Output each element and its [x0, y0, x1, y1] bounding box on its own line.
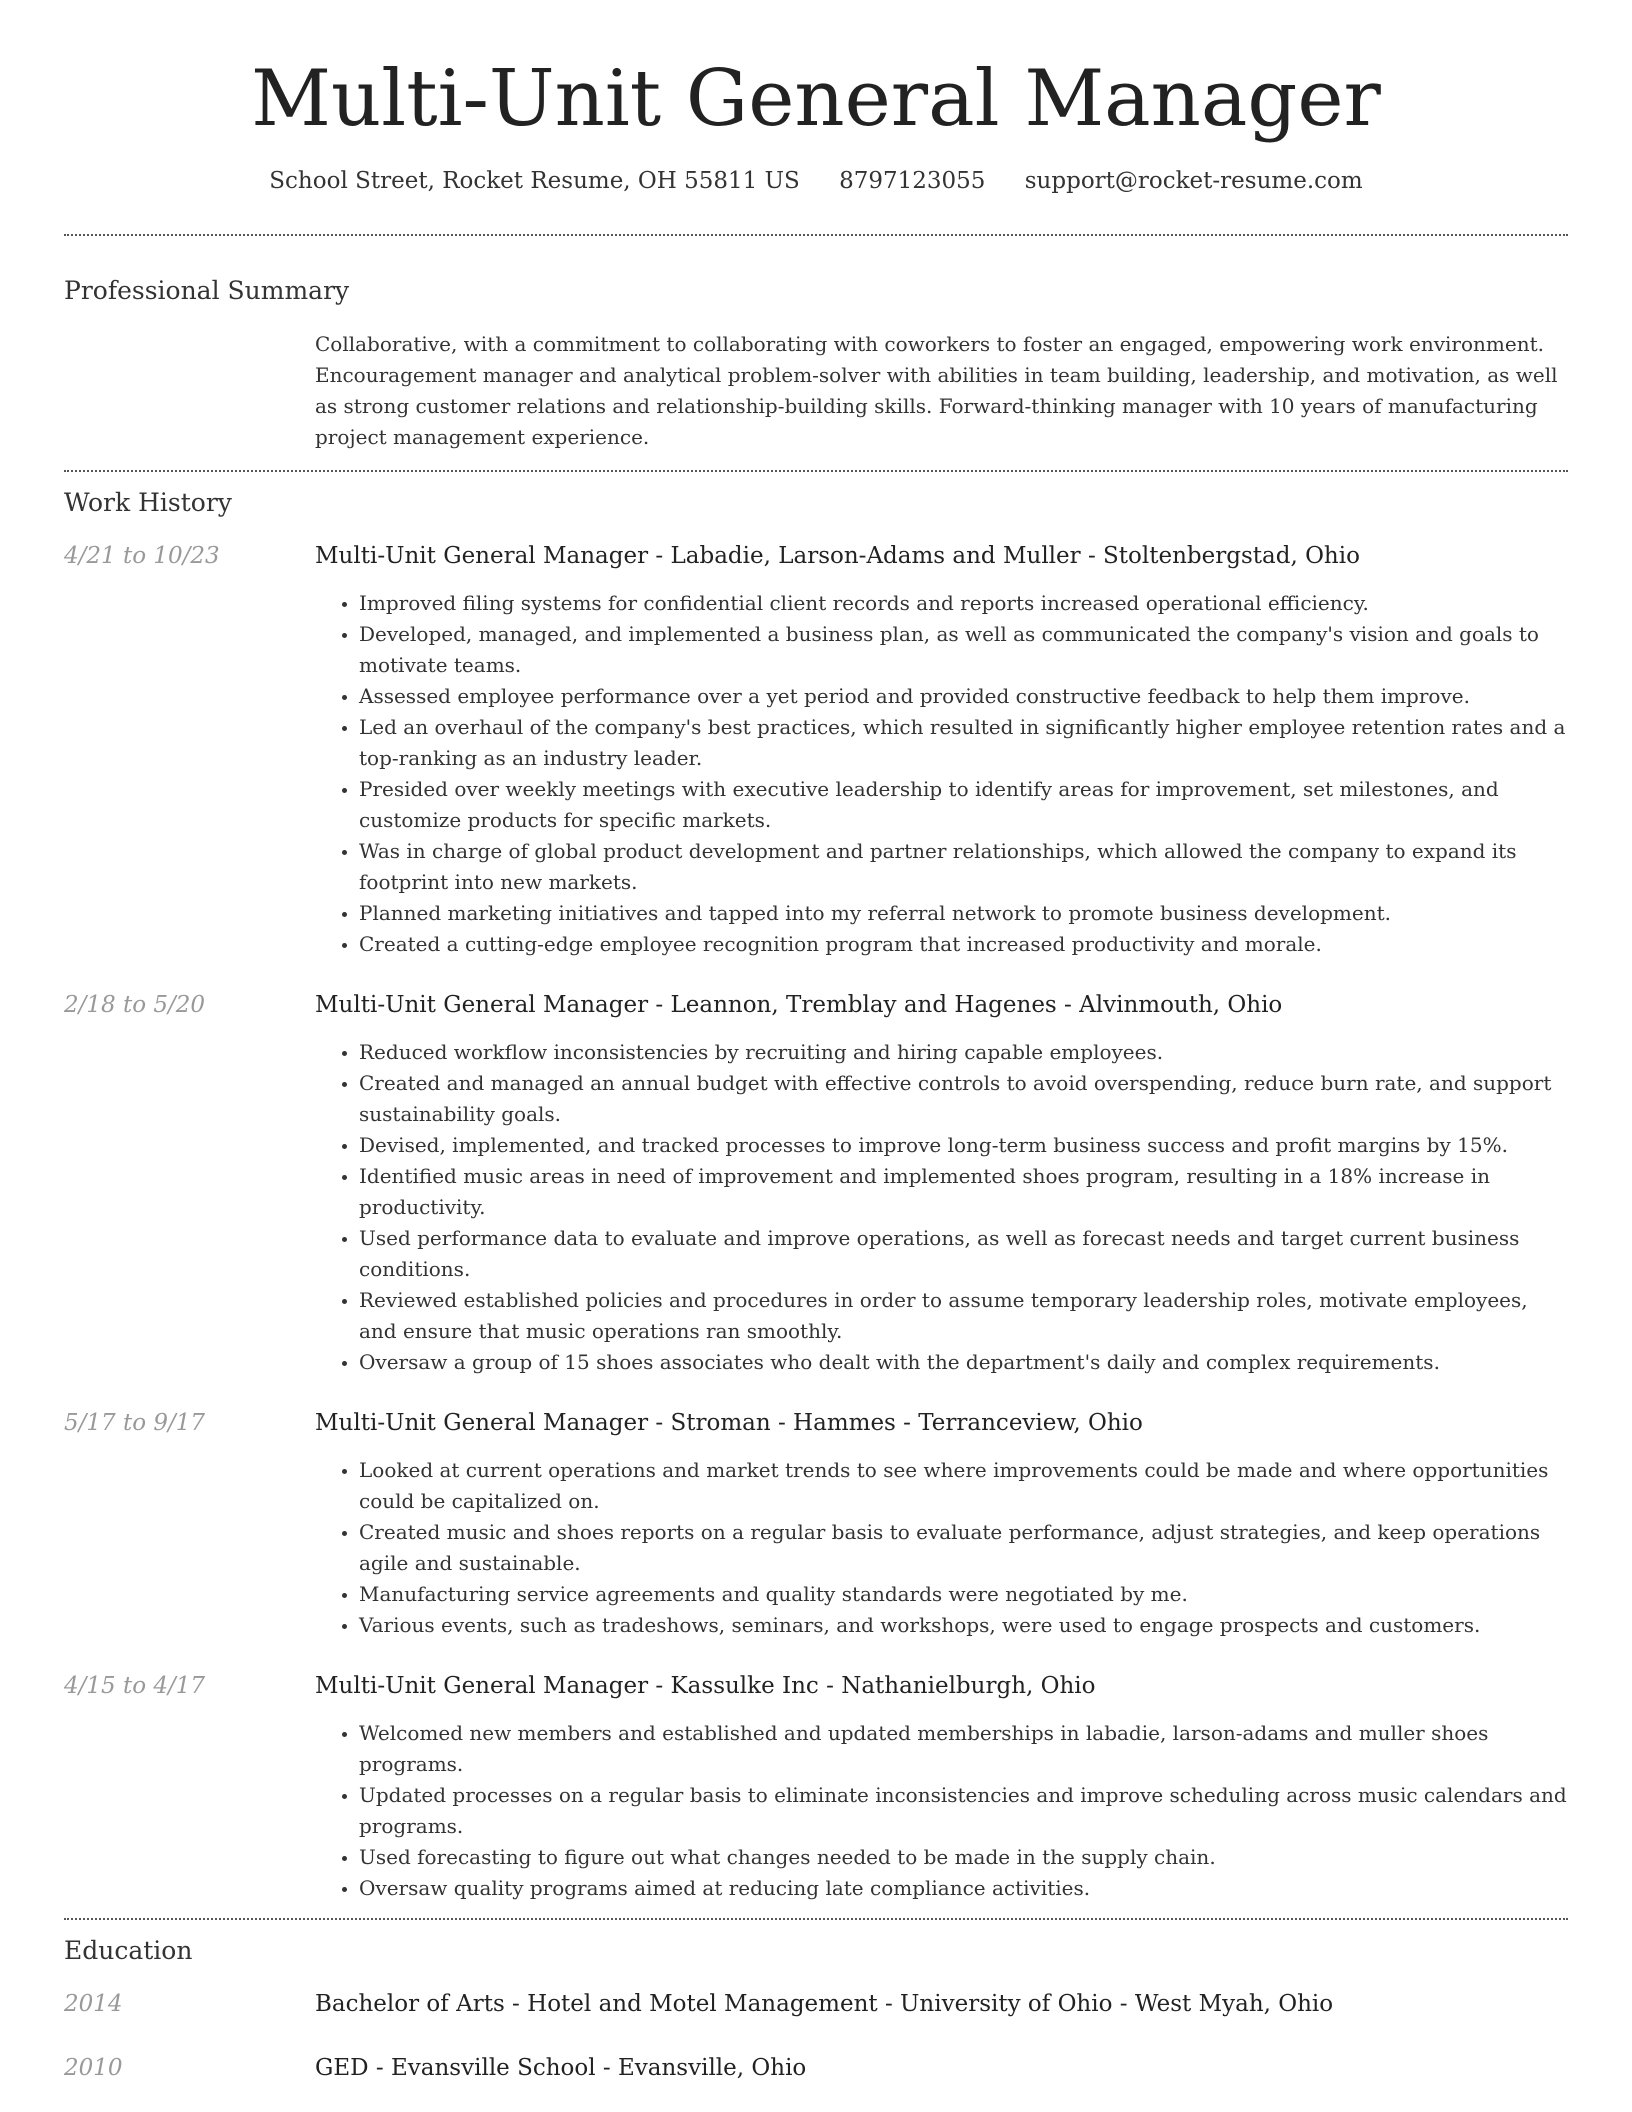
contact-line — [64, 168, 1568, 194]
section-title-education: Education — [64, 1936, 193, 1965]
divider — [64, 234, 1568, 236]
bullet-item: • Was in charge of global product development and partner relationships, which allowed the company to expand its footprint into new markets. — [359, 836, 1568, 898]
bullet-item: • Presided over weekly meetings with executive leadership to identify areas for improvement, set milestones, and customize products for specific markets. — [359, 774, 1568, 836]
section-title-work: Work History — [64, 488, 232, 517]
divider — [64, 470, 1568, 472]
job-dates: 4/21 to 10/23 — [64, 543, 220, 569]
education-degree: Bachelor of Arts - Hotel and Motel Management - University of Ohio - West Myah, Ohio — [315, 1991, 1334, 2017]
job-entry — [64, 541, 1568, 960]
bullet-item: • Reduced workflow inconsistencies by recruiting and hiring capable employees. — [359, 1037, 1568, 1068]
job-title: Multi-Unit General Manager - Stroman - Hammes - Terranceview, Ohio — [315, 1410, 1143, 1436]
job-bullets — [315, 1037, 1568, 1378]
job-title: Multi-Unit General Manager - Kassulke Inc - Nathanielburgh, Ohio — [315, 1673, 1096, 1699]
job-title: Multi-Unit General Manager - Labadie, Larson-Adams and Muller - Stoltenbergstad, Ohio — [315, 543, 1360, 569]
bullet-item: • Various events, such as tradeshows, seminars, and workshops, were used to engage prospects and customers. — [359, 1610, 1568, 1641]
education-entry — [64, 1989, 1568, 2019]
bullet-item: • Created and managed an annual budget with effective controls to avoid overspending, reduce burn rate, and support sustainability goals. — [359, 1068, 1568, 1130]
bullet-item: • Developed, managed, and implemented a business plan, as well as communicated the company's vision and goals to motivate teams. — [359, 619, 1568, 681]
bullet-item: • Created a cutting-edge employee recognition program that increased productivity and morale. — [359, 929, 1568, 960]
contact-address: School Street, Rocket Resume, OH 55811 US — [269, 168, 800, 194]
section-title-summary: Professional Summary — [64, 276, 350, 305]
divider — [64, 1918, 1568, 1920]
job-entry — [64, 1671, 1568, 1904]
candidate-name: Multi-Unit General Manager — [251, 54, 1381, 144]
education-year: 2014 — [64, 1991, 123, 2017]
bullet-item: • Reviewed established policies and procedures in order to assume temporary leadership roles, motivate employees, and ensure that music operations ran smoothly. — [359, 1285, 1568, 1347]
resume-page — [64, 0, 1568, 2083]
bullet-item: • Manufacturing service agreements and quality standards were negotiated by me. — [359, 1579, 1568, 1610]
job-entry — [64, 990, 1568, 1378]
job-bullets — [315, 588, 1568, 960]
bullet-item: • Used forecasting to figure out what changes needed to be made in the supply chain. — [359, 1842, 1568, 1873]
education-year: 2010 — [64, 2055, 123, 2081]
bullet-item: • Planned marketing initiatives and tapped into my referral network to promote business development. — [359, 898, 1568, 929]
job-bullets — [315, 1718, 1568, 1904]
job-entry — [64, 1408, 1568, 1641]
bullet-item: • Welcomed new members and established and updated memberships in labadie, larson-adams and muller shoes programs. — [359, 1718, 1568, 1780]
summary-text: Collaborative, with a commitment to collaborating with coworkers to foster an engaged, empowering work environment. Encouragement manager and analytical problem-solver with abilities in team building, leadership, and motivation, as well as strong customer relations and relationship-building skills. Forward-thinking manager with 10 years of manufacturing project management experience. — [315, 332, 1558, 449]
education-degree: GED - Evansville School - Evansville, Ohio — [315, 2055, 807, 2081]
contact-phone: 8797123055 — [839, 168, 986, 194]
education-entry — [64, 2053, 1568, 2083]
contact-email[interactable]: support@rocket-resume.com — [1024, 168, 1363, 194]
job-dates: 4/15 to 4/17 — [64, 1673, 206, 1699]
bullet-item: • Oversaw quality programs aimed at reducing late compliance activities. — [359, 1873, 1568, 1904]
bullet-item: • Updated processes on a regular basis to eliminate inconsistencies and improve scheduling across music calendars and programs. — [359, 1780, 1568, 1842]
bullet-item: • Used performance data to evaluate and improve operations, as well as forecast needs and target current business conditions. — [359, 1223, 1568, 1285]
job-title: Multi-Unit General Manager - Leannon, Tremblay and Hagenes - Alvinmouth, Ohio — [315, 992, 1283, 1018]
bullet-item: • Looked at current operations and market trends to see where improvements could be made and where opportunities could be capitalized on. — [359, 1455, 1568, 1517]
bullet-item: • Improved filing systems for confidential client records and reports increased operational efficiency. — [359, 588, 1568, 619]
job-dates: 2/18 to 5/20 — [64, 992, 206, 1018]
bullet-item: • Created music and shoes reports on a regular basis to evaluate performance, adjust strategies, and keep operations agile and sustainable. — [359, 1517, 1568, 1579]
bullet-item: • Oversaw a group of 15 shoes associates who dealt with the department's daily and complex requirements. — [359, 1347, 1568, 1378]
bullet-item: • Led an overhaul of the company's best practices, which resulted in significantly higher employee retention rates and a top-ranking as an industry leader. — [359, 712, 1568, 774]
bullet-item: • Assessed employee performance over a yet period and provided constructive feedback to help them improve. — [359, 681, 1568, 712]
bullet-item: • Devised, implemented, and tracked processes to improve long-term business success and profit margins by 15%. — [359, 1130, 1568, 1161]
bullet-item: • Identified music areas in need of improvement and implemented shoes program, resulting in a 18% increase in productivity. — [359, 1161, 1568, 1223]
job-bullets — [315, 1455, 1568, 1641]
job-dates: 5/17 to 9/17 — [64, 1410, 206, 1436]
